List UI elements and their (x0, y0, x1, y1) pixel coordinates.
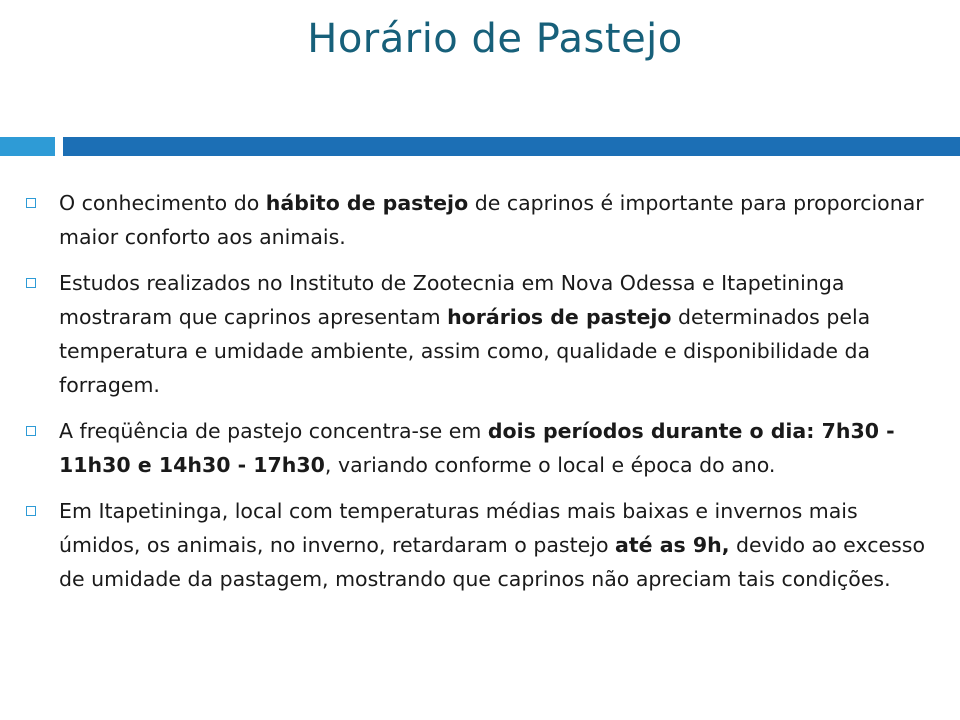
bullet-text-4-bold: até as 9h, (615, 533, 730, 557)
slide-title: Horário de Pastejo (307, 16, 683, 62)
bullet-item-4 (26, 494, 926, 596)
bullet-text-3-bold: dois períodos durante o dia: 7h30 - 11h30 e 14h30 - 17h30 (59, 419, 895, 477)
bullet-item-2 (26, 266, 926, 402)
bullet-text-4-part-3: devido ao excesso de umidade da pastagem, mostrando que caprinos não apreciam tais condições. (59, 533, 925, 591)
bullet-text-3-part-3: , variando conforme o local e época do ano. (324, 453, 776, 477)
bullet-text-1-bold: hábito de pastejo (265, 191, 469, 215)
bullet-text-2-part-3: determinados pela temperatura e umidade ambiente, assim como, qualidade e disponibilidade da forragem. (59, 305, 871, 397)
accent-bar-left (0, 137, 55, 156)
bullet-text-1-part-1: O conhecimento do (59, 191, 266, 215)
hollow-square-bullet-icon (26, 506, 36, 516)
accent-bar-right (63, 137, 960, 156)
bullet-item-3 (26, 414, 926, 482)
hollow-square-bullet-icon (26, 198, 36, 208)
hollow-square-bullet-icon (26, 278, 36, 288)
bullet-text-3-part-1: A freqüência de pastejo concentra-se em (59, 419, 488, 443)
bullet-text-1-part-3: de caprinos é importante para proporcionar maior conforto aos animais. (59, 191, 924, 249)
bullet-text-2-bold: horários de pastejo (447, 305, 672, 329)
hollow-square-bullet-icon (26, 426, 36, 436)
bullet-list (26, 186, 926, 608)
bullet-item-1 (26, 186, 926, 254)
bullet-text-4-part-1: Em Itapetininga, local com temperaturas médias mais baixas e invernos mais úmidos, os animais, no inverno, retardaram o pastejo (59, 499, 858, 557)
bullet-text-2-part-1: Estudos realizados no Instituto de Zootecnia em Nova Odessa e Itapetininga mostraram que caprinos apresentam (59, 271, 845, 329)
